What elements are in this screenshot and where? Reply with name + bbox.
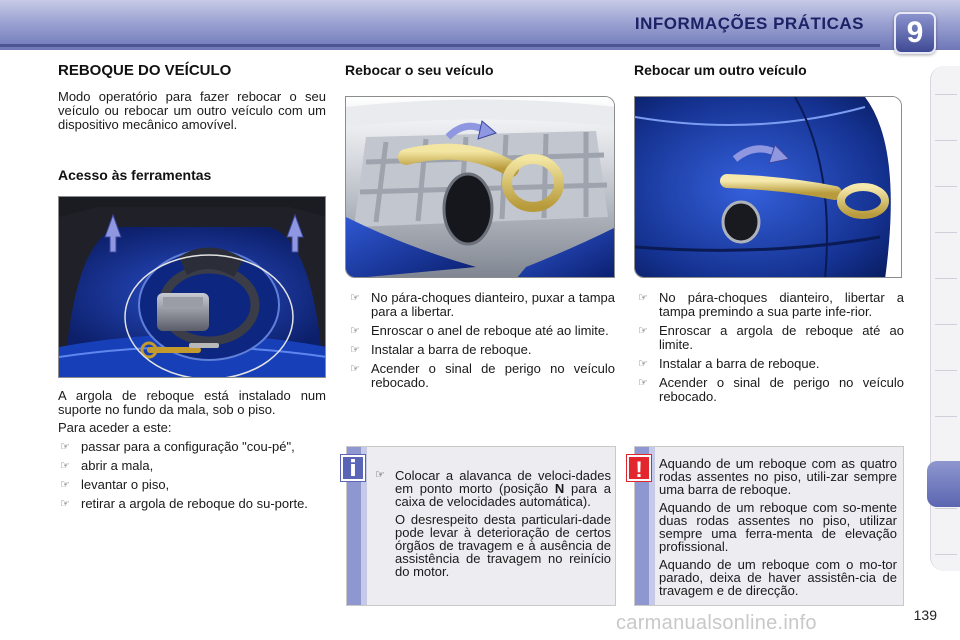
info-item: ☞ Colocar a alavanca de veloci-dades em ponto morto (posição N para a caixa de velocidades automática). <box>375 468 611 509</box>
pointing-hand-icon: ☞ <box>60 460 70 472</box>
pointing-hand-icon: ☞ <box>638 377 648 389</box>
tool-access-lead: Para aceder a este: <box>58 420 172 435</box>
column-tow-own-vehicle <box>345 62 615 78</box>
pointing-hand-icon: ☞ <box>638 358 648 370</box>
list-item: ☞ Acender o sinal de perigo no veículo rebocado. <box>638 375 904 404</box>
section-title: INFORMAÇÕES PRÁTICAS <box>634 14 864 33</box>
list-item: ☞ abrir a mala, <box>60 458 154 473</box>
heading-tow-own: Rebocar o seu veículo <box>345 62 494 78</box>
warning-paragraph: Aquando de um reboque com as quatro rodas assentes no piso, utili-zar sempre uma barra de reboque. <box>659 456 897 497</box>
pointing-hand-icon: ☞ <box>350 325 360 337</box>
heading-tow-other: Rebocar um outro veículo <box>634 62 807 78</box>
list-item: ☞ Enroscar a argola de reboque até ao limite. <box>638 323 904 352</box>
chapter-number-badge: 9 <box>894 12 936 54</box>
list-item: ☞ Instalar a barra de reboque. <box>638 356 820 371</box>
list-item: ☞ retirar a argola de reboque do su-porte. <box>60 496 308 511</box>
pointing-hand-icon: ☞ <box>60 498 70 510</box>
info-note: O desrespeito desta particulari-dade pode levar à deterioração de certos órgãos de travagem e à ausência de assistência de travagem no reinício do motor. <box>395 512 611 579</box>
tool-access-steps <box>58 440 326 511</box>
thumb-divider <box>935 416 957 417</box>
list-item: ☞ Enroscar o anel de reboque até ao limite. <box>350 323 609 338</box>
tool-location-caption: A argola de reboque está instalado num suporte no fundo da mala, sob o piso. <box>58 388 326 417</box>
info-box <box>346 446 616 606</box>
tow-other-steps <box>636 291 904 404</box>
heading-towing: REBOQUE DO VEÍCULO <box>58 62 232 79</box>
warning-box-content <box>659 457 897 602</box>
warning-box <box>634 446 904 606</box>
thumb-divider <box>935 554 957 555</box>
warning-paragraph: Aquando de um reboque com so-mente duas rodas assentes no piso, utilizar sempre uma ferra-menta de elevação profissional. <box>659 500 897 554</box>
pointing-hand-icon: ☞ <box>60 441 70 453</box>
column-towing-intro <box>58 62 326 183</box>
warning-paragraph: Aquando de um reboque com o mo-tor parado, deixa de haver assistên-cia de travagem e de direcção. <box>659 557 897 598</box>
pointing-hand-icon: ☞ <box>350 344 360 356</box>
column-tow-own-steps <box>348 291 615 395</box>
tow-own-steps <box>348 291 615 390</box>
heading-tool-access: Acesso às ferramentas <box>58 167 212 183</box>
thumb-divider <box>935 94 957 95</box>
header-rule <box>0 44 880 47</box>
thumb-divider <box>935 324 957 325</box>
list-item: ☞ No pára-choques dianteiro, libertar a tampa premindo a sua parte infe-rior. <box>638 290 904 319</box>
pointing-hand-icon: ☞ <box>60 479 70 491</box>
column-tow-other-steps <box>636 291 904 409</box>
rear-bumper-tow-ring-photo <box>634 96 902 278</box>
column-towing-steps <box>58 389 326 516</box>
thumb-divider <box>935 186 957 187</box>
warning-icon: ! <box>627 455 651 481</box>
pointing-hand-icon: ☞ <box>350 363 360 375</box>
pointing-hand-icon: ☞ <box>638 325 648 337</box>
boot-tools-photo <box>58 196 326 378</box>
pointing-hand-icon: ☞ <box>350 292 360 304</box>
thumb-divider <box>935 232 957 233</box>
info-box-content <box>373 469 611 583</box>
list-item: ☞ passar para a configuração "cou-pé", <box>60 439 295 454</box>
thumb-divider <box>935 370 957 371</box>
chapter-thumb-tab[interactable] <box>927 461 960 507</box>
watermark-text: carmanualsonline.info <box>616 612 817 634</box>
info-icon: i <box>341 455 365 481</box>
page-number: 139 <box>913 607 937 623</box>
pointing-hand-icon: ☞ <box>375 469 385 481</box>
pointing-hand-icon: ☞ <box>638 292 648 304</box>
list-item: ☞ No pára-choques dianteiro, puxar a tampa para a libertar. <box>350 290 615 319</box>
thumb-divider <box>935 508 957 509</box>
list-item: ☞ levantar o piso, <box>60 477 170 492</box>
intro-paragraph: Modo operatório para fazer rebocar o seu veículo ou rebocar um outro veículo com um dispositivo mecânico amovível. <box>58 89 326 132</box>
thumb-divider <box>935 140 957 141</box>
front-bumper-tow-ring-photo <box>345 96 615 278</box>
column-tow-other-vehicle <box>634 62 904 78</box>
neutral-gear-label: N <box>554 481 565 496</box>
thumb-divider <box>935 278 957 279</box>
list-item: ☞ Acender o sinal de perigo no veículo rebocado. <box>350 361 615 390</box>
list-item: ☞ Instalar a barra de reboque. <box>350 342 532 357</box>
